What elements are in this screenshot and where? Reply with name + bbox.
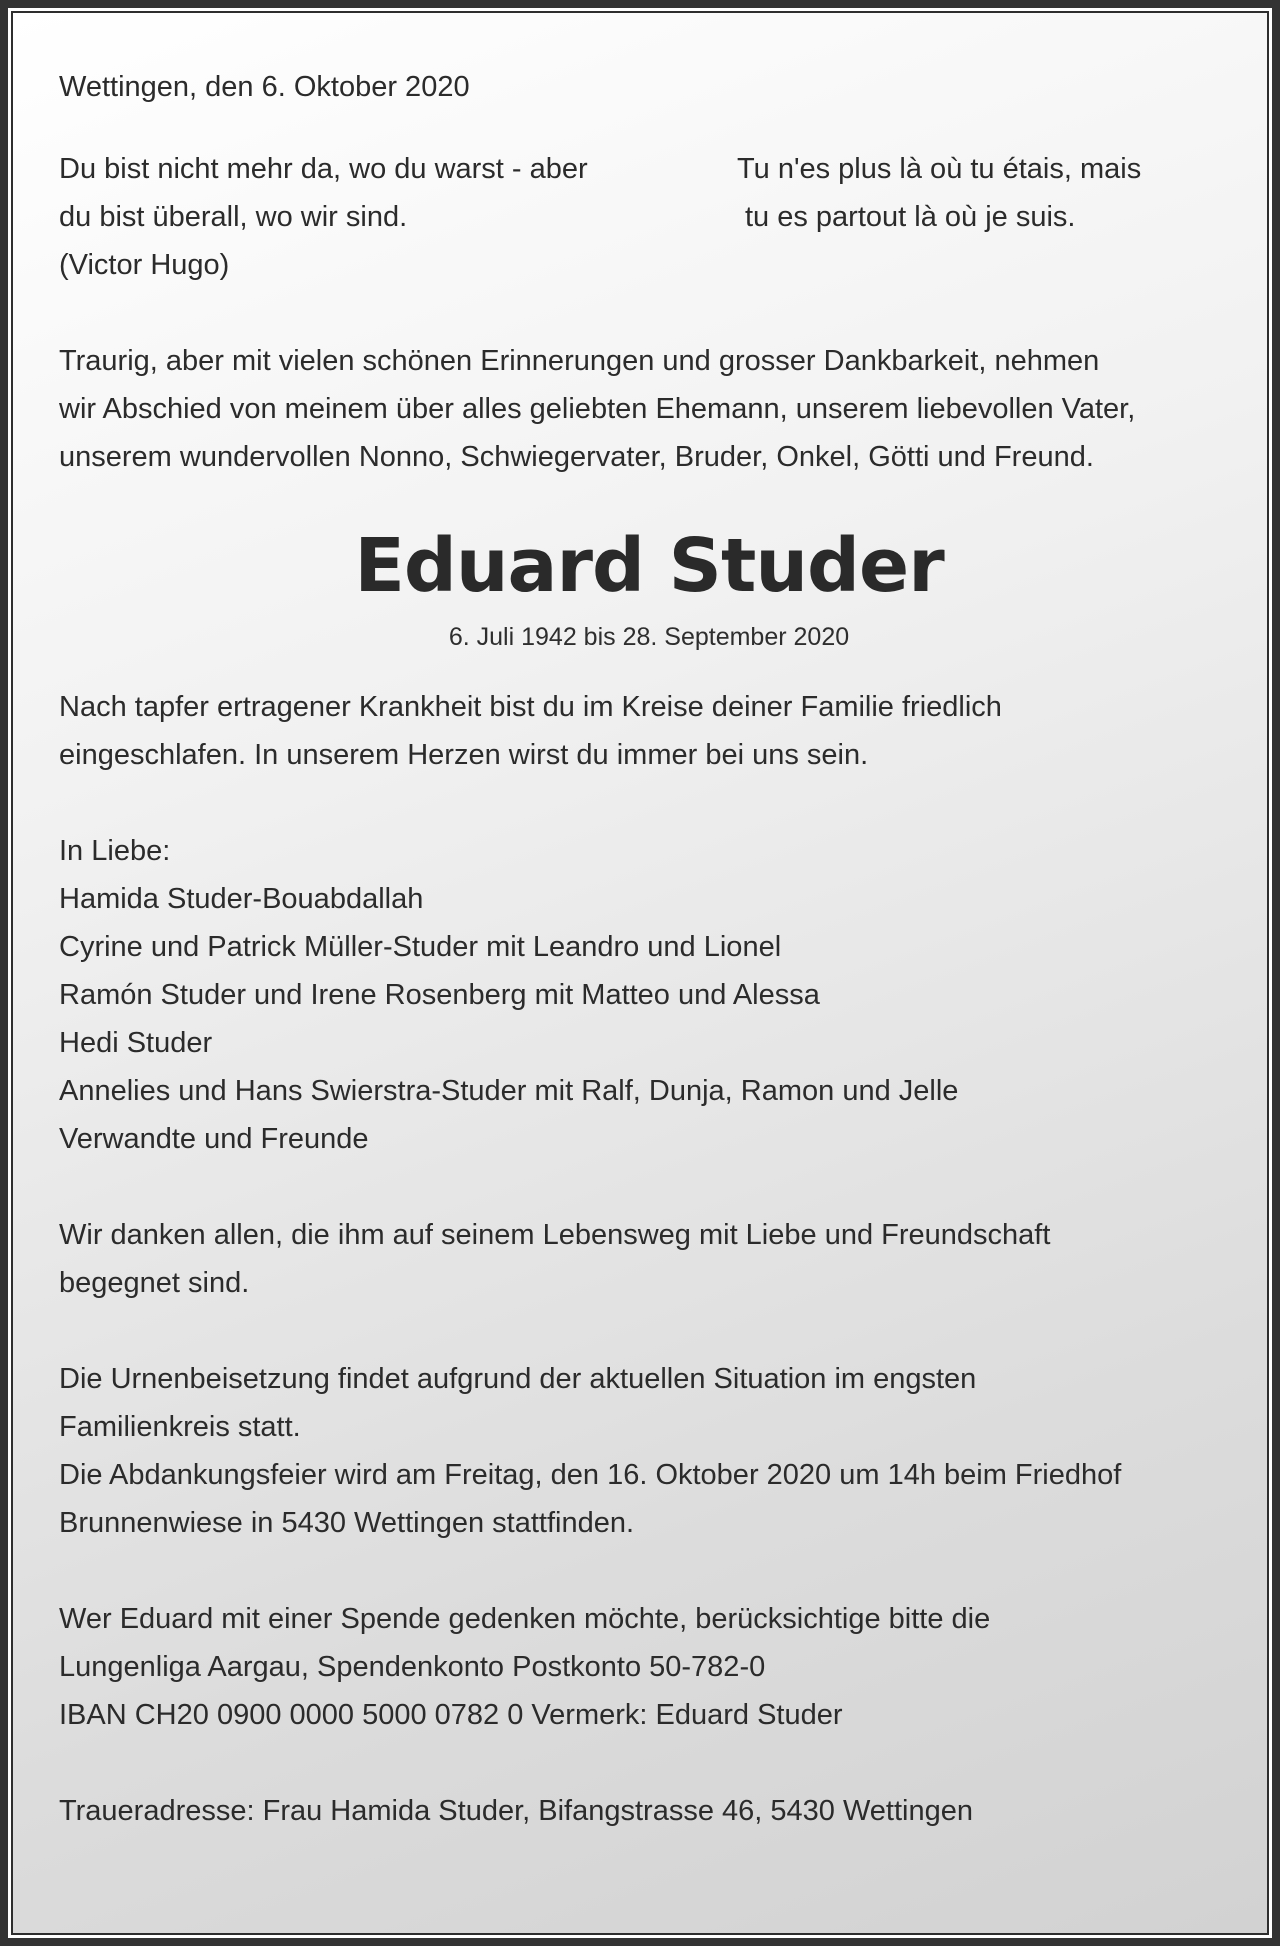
spacer <box>59 1163 1239 1211</box>
quote-french-line: tu es partout là où je suis. <box>745 201 1076 233</box>
donation-line: Wer Eduard mit einer Spende gedenken möchte, berücksichtige bitte die <box>59 1603 991 1635</box>
ceremony-line: Familienkreis statt. <box>59 1411 301 1443</box>
mourner-entry: Verwandte und Freunde <box>59 1123 369 1155</box>
life-dates: 6. Juli 1942 bis 28. September 2020 <box>448 623 850 651</box>
mourners-list <box>59 827 1239 1163</box>
farewell-line: eingeschlafen. In unserem Herzen wirst du immer bei uns sein. <box>59 739 869 771</box>
quote-german-line: du bist überall, wo wir sind. <box>59 201 408 233</box>
obituary-content <box>59 63 1239 1835</box>
mourners-heading: In Liebe: <box>59 835 171 867</box>
thanks-line: begegnet sind. <box>59 1267 250 1299</box>
quote-author: (Victor Hugo) <box>59 249 230 281</box>
spacer <box>59 289 1239 337</box>
mourner-entry: Annelies und Hans Swierstra-Studer mit Ralf, Dunja, Ramon und Jelle <box>59 1075 959 1107</box>
dateline: Wettingen, den 6. Oktober 2020 <box>59 71 470 103</box>
thanks-paragraph <box>59 1211 1239 1307</box>
quote-french <box>737 145 1141 241</box>
farewell-paragraph <box>59 683 1239 779</box>
mourner-entry: Hedi Studer <box>59 1027 213 1059</box>
donation-paragraph <box>59 1595 1239 1739</box>
intro-line: Traurig, aber mit vielen schönen Erinnerungen und grosser Dankbarkeit, nehmen <box>59 345 1100 377</box>
farewell-line: Nach tapfer ertragener Krankheit bist du im Kreise deiner Familie friedlich <box>59 691 1002 723</box>
spacer <box>59 1547 1239 1595</box>
donation-line: IBAN CH20 0900 0000 5000 0782 0 Vermerk: Eduard Studer <box>59 1699 843 1731</box>
ceremony-line: Die Urnenbeisetzung findet aufgrund der aktuellen Situation im engsten <box>59 1363 977 1395</box>
spacer <box>59 655 1239 683</box>
deceased-name: Eduard Studer <box>354 523 944 609</box>
spacer <box>59 111 1239 145</box>
quote-block <box>59 145 1239 281</box>
ceremony-paragraph <box>59 1355 1239 1547</box>
quote-french-line: Tu n'es plus là où tu étais, mais <box>737 153 1142 185</box>
spacer <box>59 1739 1239 1787</box>
thanks-line: Wir danken allen, die ihm auf seinem Lebensweg mit Liebe und Freundschaft <box>59 1219 1051 1251</box>
mourner-entry: Hamida Studer-Bouabdallah <box>59 883 424 915</box>
quote-german-line: Du bist nicht mehr da, wo du warst - aber <box>59 153 588 185</box>
ceremony-line: Brunnenwiese in 5430 Wettingen stattfinden. <box>59 1507 635 1539</box>
mourner-entry: Ramón Studer und Irene Rosenberg mit Matteo und Alessa <box>59 979 820 1011</box>
mourning-address: Traueradresse: Frau Hamida Studer, Bifangstrasse 46, 5430 Wettingen <box>59 1795 973 1827</box>
mourner-entry: Cyrine und Patrick Müller-Studer mit Leandro und Lionel <box>59 931 782 963</box>
spacer <box>59 1307 1239 1355</box>
ceremony-line: Die Abdankungsfeier wird am Freitag, den 16. Oktober 2020 um 14h beim Friedhof <box>59 1459 1122 1491</box>
quote-german <box>59 145 588 289</box>
intro-paragraph <box>59 337 1239 481</box>
obituary-panel <box>11 11 1269 1935</box>
intro-line: unserem wundervollen Nonno, Schwiegervater, Bruder, Onkel, Götti und Freund. <box>59 441 1094 473</box>
donation-line: Lungenliga Aargau, Spendenkonto Postkonto 50-782-0 <box>59 1651 766 1683</box>
spacer <box>59 779 1239 827</box>
intro-line: wir Abschied von meinem über alles geliebten Ehemann, unserem liebevollen Vater, <box>59 393 1136 425</box>
